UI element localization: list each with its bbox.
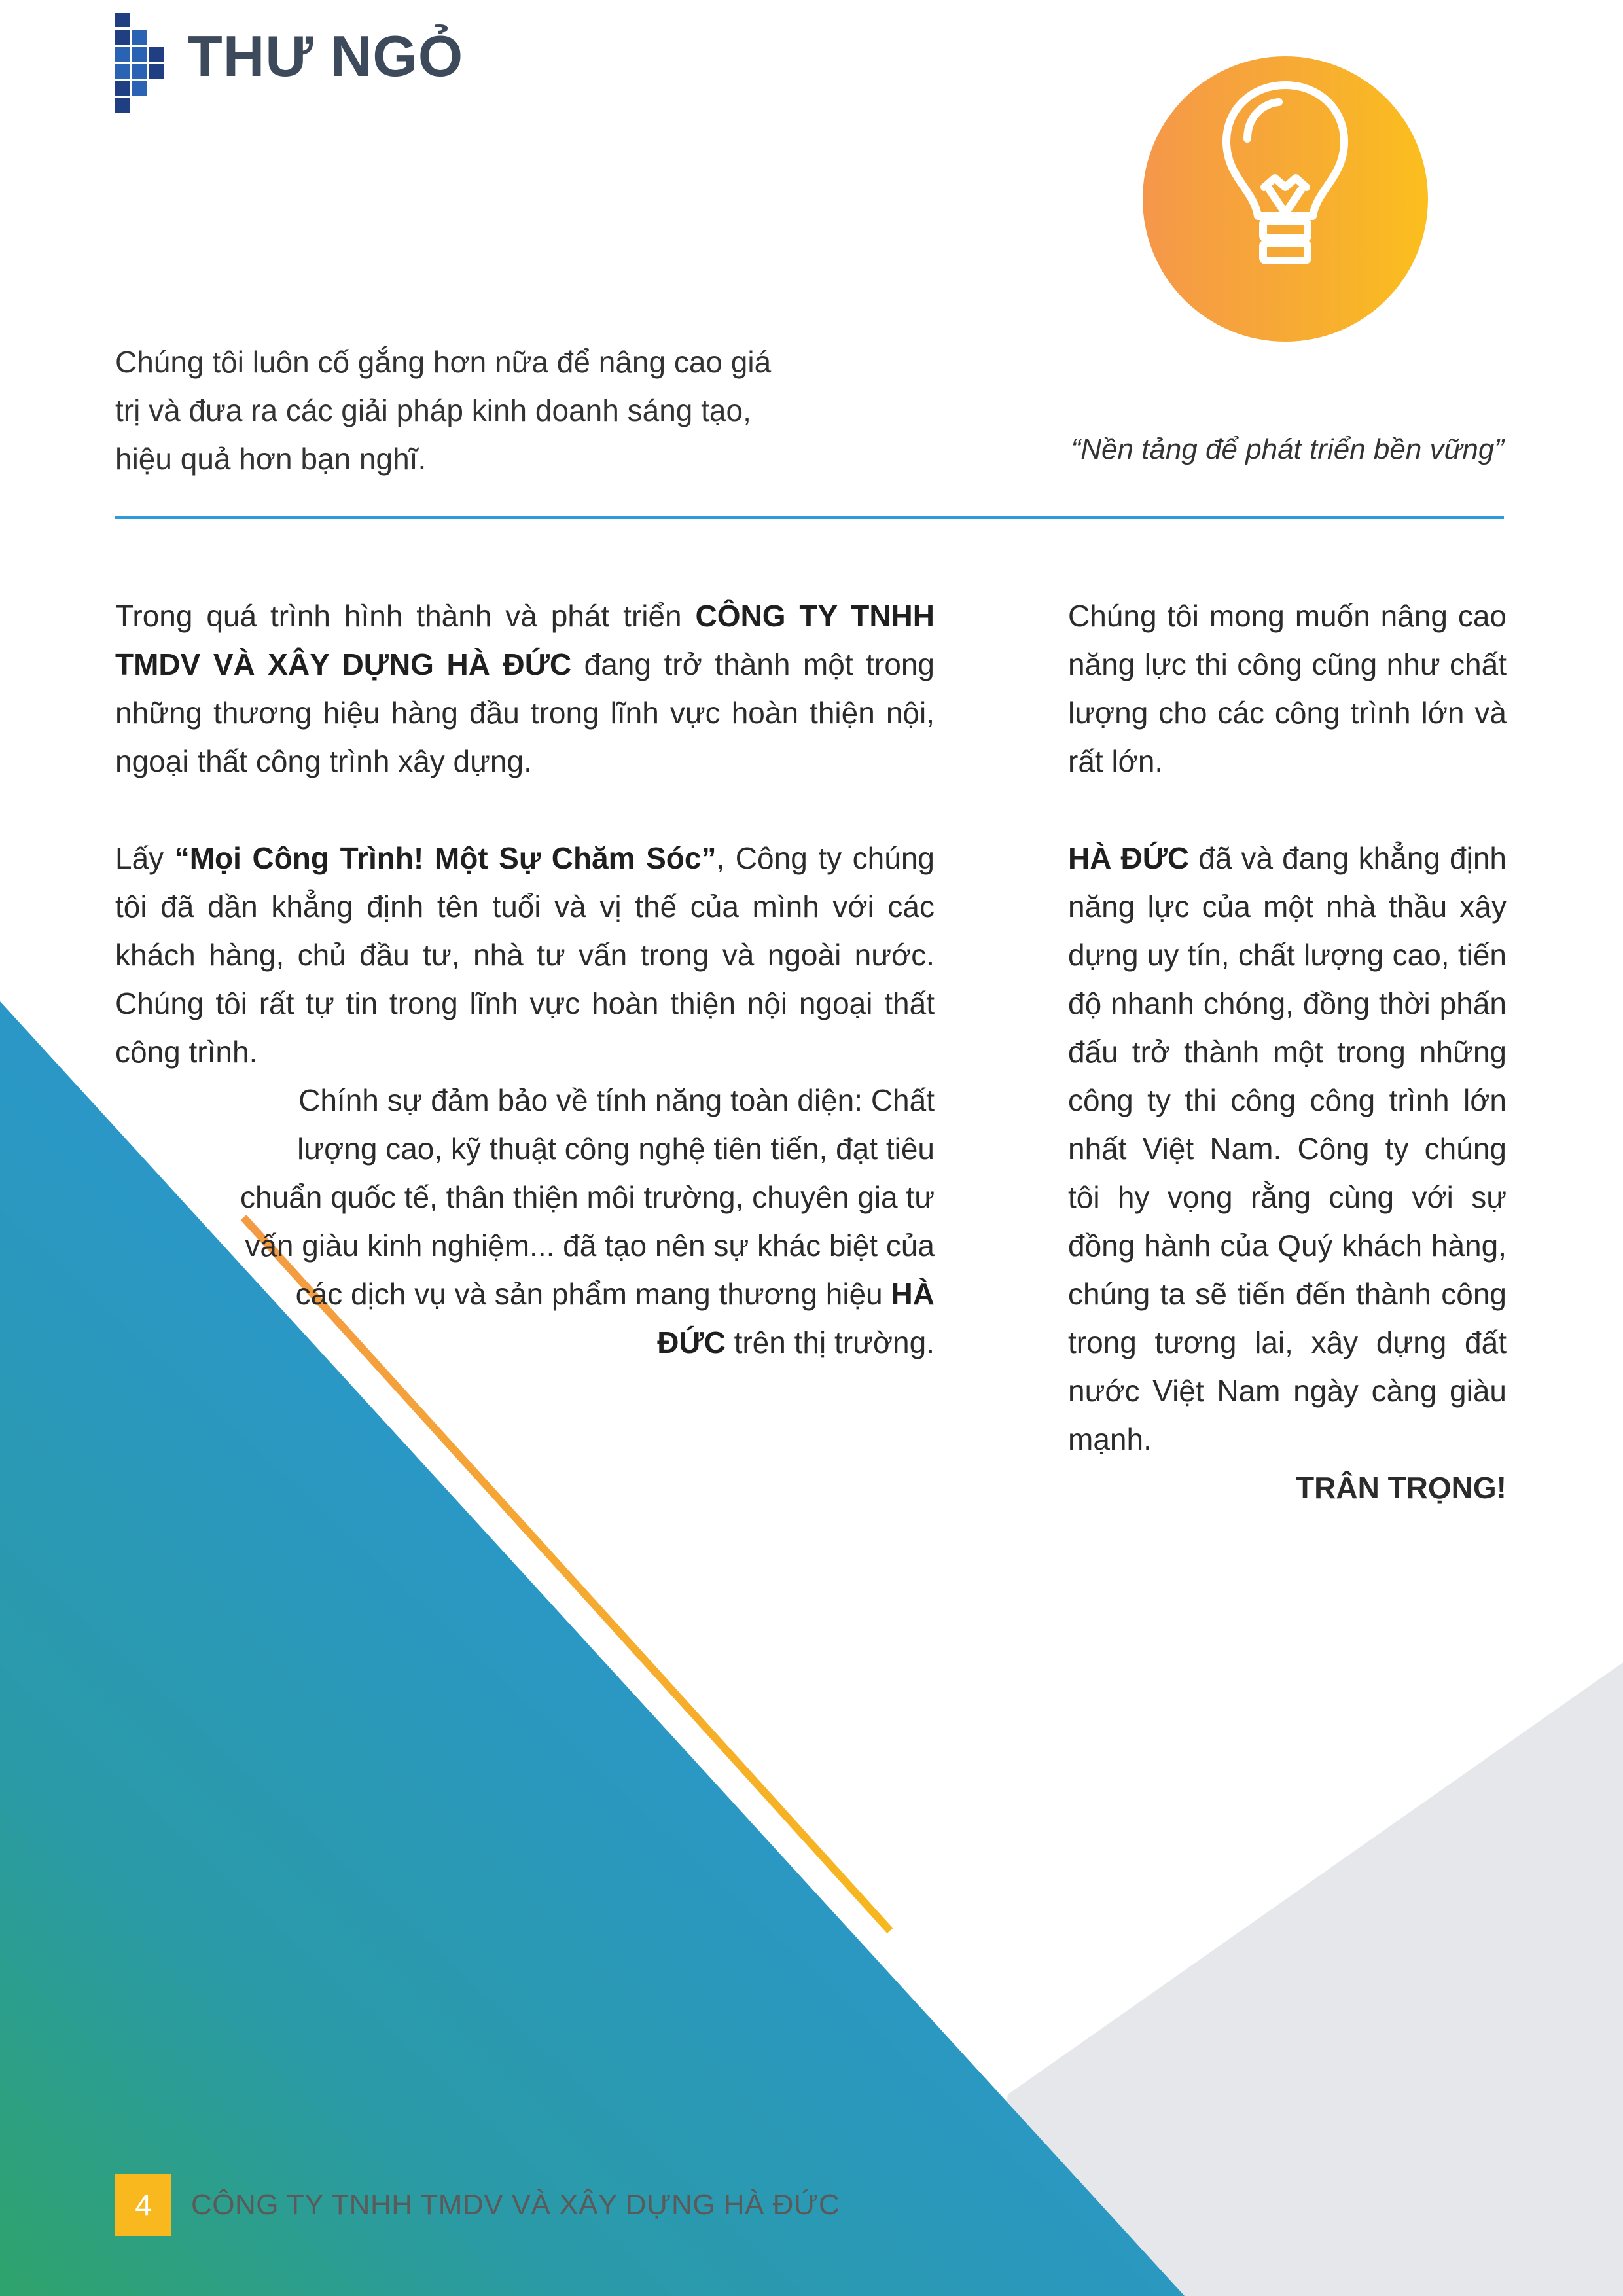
text-span: đang trở thành một trong những thương hiệu hàng đầu trong lĩnh vực hoàn thiện nội, ngoại thất công trình xây dựng. bbox=[115, 647, 935, 778]
text-span: Trong quá trình hình thành và phát triển bbox=[115, 599, 696, 633]
paragraph-affirmation bbox=[1068, 834, 1507, 1463]
chevron-logo-icon bbox=[115, 13, 170, 113]
text-span: trên thị trường. bbox=[725, 1325, 935, 1359]
page-title: THƯ NGỎ bbox=[187, 24, 464, 88]
section-divider bbox=[115, 516, 1504, 519]
paragraph-history bbox=[115, 592, 935, 785]
footer-company-name: CÔNG TY TNHH TMDV VÀ XÂY DỰNG HÀ ĐỨC bbox=[191, 2189, 840, 2221]
paragraph-slogan bbox=[115, 834, 935, 1076]
text-span: , Công ty chúng tôi đã dần khẳng định tên tuổi và vị thế của mình với các khách hàng, chủ đầu tư, nhà tư vấn trong và ngoài nước. Chúng tôi rất tự tin trong lĩnh vực hoàn thiện nội ngoại thất công trình. bbox=[115, 841, 935, 1069]
text-span: Chính sự đảm bảo về tính năng toàn diện: Chất lượng cao, kỹ thuật công nghệ tiên tiến, đạt tiêu chuẩn quốc tế, thân thiện môi trường, chuyên gia tư vấn giàu kinh nghiệm... đã tạo nên sự khác biệt của các dịch vụ và sản phẩm mang thương hiệu bbox=[240, 1083, 935, 1311]
paragraph-quality bbox=[233, 1076, 935, 1367]
tagline: “Nền tảng để phát triển bền vững” bbox=[1071, 433, 1504, 465]
text-span: đã và đang khẳng định năng lực của một nhà thầu xây dựng uy tín, chất lượng cao, tiến độ nhanh chóng, đồng thời phấn đấu trở thành một trong những công ty thi công công trình lớn nhất Việt Nam. Công ty chúng tôi hy vọng rằng cùng với sự đồng hành của Quý khách hàng, chúng ta sẽ tiến đến thành công trong tương lai, xây dựng đất nước Việt Nam ngày càng giàu mạnh. bbox=[1068, 841, 1507, 1456]
text-span: Lấy bbox=[115, 841, 175, 875]
page-number: 4 bbox=[115, 2174, 171, 2236]
slogan-bold: “Mọi Công Trình! Một Sự Chăm Sóc” bbox=[174, 841, 717, 875]
closing-signoff: TRÂN TRỌNG! bbox=[1296, 1471, 1507, 1505]
paragraph-aspiration: Chúng tôi mong muốn nâng cao năng lực thi công cũng như chất lượng cho các công trình lớn và rất lớn. bbox=[1068, 599, 1507, 778]
brand-bold: HÀ ĐỨC bbox=[657, 1277, 935, 1359]
brand-bold: HÀ ĐỨC bbox=[1068, 841, 1190, 875]
intro-text: Chúng tôi luôn cố gắng hơn nữa để nâng cao giá trị và đưa ra các giải pháp kinh doanh sáng tạo, hiệu quả hơn bạn nghĩ. bbox=[115, 345, 772, 476]
company-name-bold: CÔNG TY TNHH TMDV VÀ XÂY DỰNG HÀ ĐỨC bbox=[115, 599, 935, 681]
lightbulb-icon bbox=[1202, 79, 1369, 288]
